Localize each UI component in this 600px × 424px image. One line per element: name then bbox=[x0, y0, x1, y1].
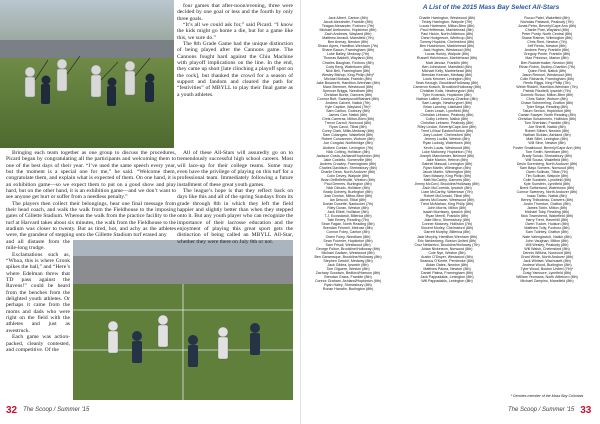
lacrosse-photo-art bbox=[0, 0, 174, 148]
list-item: Ben Averay, Newton (8th) bbox=[327, 40, 369, 45]
list-item: Tyler Wood, Boston United (7th)* bbox=[520, 266, 574, 271]
list-item: Nick Bell, Framingham (8th) bbox=[325, 68, 371, 73]
body-column-2 bbox=[177, 150, 293, 245]
list-item: Tyler Krusnick, Hopkinton (8th) bbox=[422, 92, 472, 97]
list-item: T.J. Ecosstandi, Billerica (8th) bbox=[324, 214, 372, 219]
list-item: Louis Kesmer, Lexington (8th) bbox=[423, 76, 471, 81]
list-item: Michael Bobala, Franklin (8th) bbox=[324, 76, 372, 81]
list-item: Colin Devey, Walpole (8th) bbox=[326, 173, 370, 178]
list-item: Cruz Nettarrivo, Brookline/Holloway (7th) bbox=[414, 242, 480, 247]
list-item: Christian Lebrano, Peabody (8th) bbox=[420, 113, 474, 118]
list-item: Devin Sorenberg, North Andover (8th) bbox=[516, 161, 578, 166]
list-item: Jason Remuel, Westwood (8th) bbox=[521, 72, 573, 77]
list-item: Jack Murphy, Hamilton-Wenham (8th) bbox=[416, 234, 478, 239]
list-item: Ryan Martin, Wilmington (8th) bbox=[423, 165, 471, 170]
left-footer bbox=[6, 404, 89, 416]
list-item: Owen Tucker, Hudson (8th) bbox=[525, 222, 569, 227]
list-item: Cameron Krasch, Brookline/Holloway (8th) bbox=[413, 84, 481, 89]
list-item: Isaiah Morrissey, Ipswich (8th) bbox=[422, 210, 472, 215]
list-item: Brent Sutherland, Watertown (8th) bbox=[519, 185, 575, 190]
list-item: Jack Albert, Canton (8th) bbox=[328, 16, 368, 20]
footnote: * Denotes member of the Mass Bay Colonials bbox=[510, 394, 584, 398]
list-item: Riley Lindon, Beverly/Cape Ann (8th) bbox=[417, 125, 477, 130]
list-item: Darin Leach, Lynnfield (8th) bbox=[424, 109, 469, 114]
list-item: Michael Ambrosino, Hopkinton (8th) bbox=[319, 28, 377, 33]
list-item: Michael Zampino, Mansfield (8th) bbox=[520, 279, 574, 284]
list-item: Tommy Hopkins, Chelmsford (8th) bbox=[419, 40, 475, 45]
body-paragraph: Bringing each team together as one group to discuss the procedures, Picard began by congratulating all the participants and welcoming them to one of the best days of their year. “I’ve used the same speech every year, but the moment is a special one for me,” he said. “Welcome them, congratulate them, and explain what is expected of them. On one hand, it is an exhibition game—so we expect them to put on a good show and play hard, but on the other hand, it is an exhibition game—and we don’t want to see anyone get hurt or suffer from a needless penalty.” bbox=[6, 150, 176, 201]
list-item: Jack Elliott, Holliston (8th) bbox=[327, 210, 369, 215]
list-title: A List of the 2015 Mass Bay Select All-Stars bbox=[422, 4, 560, 11]
list-item: Benny Thibodeau, Danvers (8th) bbox=[521, 198, 573, 203]
magazine-name: The Scoop / Summer '15 bbox=[23, 407, 90, 413]
list-item: Luke Bailey, Medway (7th) bbox=[326, 52, 370, 57]
list-item: Riley Duran, Weston (8th) bbox=[327, 206, 369, 211]
list-item: Quinn Redi, Natick (8th) bbox=[527, 68, 567, 73]
list-item: Brendan Keenan, Medway (8th) bbox=[421, 72, 473, 77]
list-item: Andrew Crowley, Framingham (8th) bbox=[319, 161, 377, 166]
allstar-list-col-3 bbox=[498, 16, 596, 394]
list-item: Matthew Palma, Newton (8th) bbox=[423, 266, 471, 271]
list-item: Jack Pappadakis, Lexington (8th) bbox=[420, 275, 474, 279]
list-item: Jake Marion, Hebron (8th) bbox=[426, 157, 468, 162]
list-item: Max Prezioso, Marion (8th) bbox=[525, 56, 569, 61]
list-item: Jeremy Lucilla, Weston (8th) bbox=[424, 137, 470, 142]
list-item: Liam McCarthy, Watertown (7th) bbox=[421, 190, 473, 195]
list-item: Paul Heffernan, Marblehead (8th) bbox=[420, 28, 474, 33]
list-item: Jackson Costa, Ashland/Hopkinton (8th) bbox=[316, 153, 380, 158]
intro-paragraph: The 8th Grade Game had the unique distinction of being played after the Cannons game. The Cannons fought hard against the Chiu Machine with playoff implications on the line. In the end, they came up short [late clinching a playoff spot on the rock], but thanked the crowd for a season of support and fandom and cleared the path for “festivities” of MBYLL to play their final game as a youth athletes. bbox=[177, 41, 293, 98]
list-item: Will Walsh, Chelmsford (8th) bbox=[524, 246, 570, 251]
lacrosse-photo bbox=[0, 0, 174, 148]
list-item: Sam Massey, King Philip (8th) bbox=[423, 173, 471, 178]
list-item: Charlie Post, Wayland (8th) bbox=[525, 28, 569, 33]
list-item: Joe Sherifi, Natick (8th) bbox=[528, 125, 566, 130]
list-item: Ben Rowdermaker, Newton (8th) bbox=[520, 60, 574, 65]
list-item: William Yeomans, North Attleboro (8th) bbox=[516, 275, 578, 279]
list-item: Christian Kotis, Newburyport (8th) bbox=[420, 88, 474, 93]
list-item: Lucas Hurley, Walpole (8th) bbox=[425, 52, 469, 57]
page-number: 32 bbox=[6, 404, 18, 416]
list-item: Connor Butt, Swampscott/Nahant (8th) bbox=[317, 96, 379, 101]
intro-paragraph: “It’s all we could ask for,” said Picard. “I know the kids might go home a die, but for a game like this, we sure do.” bbox=[177, 22, 293, 41]
list-item: Chris Sable, Woburn (8th) bbox=[526, 96, 568, 101]
list-item: Spencer Briggs, Needham (8th) bbox=[322, 88, 374, 93]
stadium-photo bbox=[73, 240, 293, 400]
body-column-1-top bbox=[6, 150, 176, 239]
list-item: Shaun Ayres, Hamilton-Wenham (7th) bbox=[317, 44, 379, 49]
list-item: Kyle Sunstein, Lynnfield (8th) bbox=[523, 181, 571, 186]
allstar-list-col-1 bbox=[300, 16, 396, 404]
list-item: Andrew Calvert, Natick (7th) bbox=[325, 100, 371, 105]
list-item: Andrew Conlan, Lexington (7th) bbox=[322, 145, 374, 150]
list-item: Shane Raimer, Wilmington (8th) bbox=[521, 36, 573, 41]
stadium-photo-art bbox=[73, 240, 293, 400]
list-item: Michael Toby, Reading (8th) bbox=[524, 210, 570, 215]
list-item: Teagan Alexander, Foxboro (7th) bbox=[321, 24, 375, 29]
list-item: Thomas Baldelli, Wayland (8th) bbox=[323, 56, 373, 61]
list-item: Ryan Haley, Shrewsbury (8th) bbox=[324, 283, 372, 288]
list-item: Robert McDonald, Tilbai (8th) bbox=[423, 194, 471, 199]
list-item: Owen Sullivan, Tilbai (7th) bbox=[526, 169, 568, 174]
list-item: Corey Clark, Millis-Medway (8th) bbox=[322, 129, 374, 134]
page-number: 33 bbox=[580, 404, 592, 416]
list-item: Jake Costello, Somerville (8th) bbox=[323, 157, 373, 162]
list-item: Stephen Getchll, Medway (8th) bbox=[323, 258, 373, 263]
list-item: Vincent Morley, Chelmsford (8th) bbox=[420, 226, 474, 231]
list-item: Joey Louber, Chelmsford (8th) bbox=[422, 133, 472, 138]
list-item: Brady Sololo, Shrewsbury (8th) bbox=[522, 153, 572, 158]
list-item: Sam Carlton, Duxbury (8th) bbox=[326, 109, 370, 114]
list-item: Robert Concannon, Woburn (8th) bbox=[321, 137, 375, 142]
list-item: Craig Yamoore, Lynnfield (8th) bbox=[522, 270, 572, 275]
list-item: Sam Bayo Somers, Norwood (8th) bbox=[519, 165, 575, 170]
list-item: Tyler Seiga, Reading (8th) bbox=[526, 105, 568, 110]
list-item: Zach McCormick, Ipswich (8th) bbox=[422, 185, 472, 190]
list-item: Josh Donlan, Milton-Bbm (8th) bbox=[323, 194, 373, 199]
body-paragraph: and all distaste from the mile-long trudge. bbox=[6, 239, 70, 252]
list-item: Charles Baughan, Foxboro (8th) bbox=[322, 60, 374, 65]
list-item: Brian DeBellefeuille, Weston (8th) bbox=[321, 177, 375, 182]
list-item: Tom Giguere, Weston (8th) bbox=[326, 266, 370, 271]
right-footer bbox=[508, 404, 591, 416]
list-item: Nicholas Pattavoli, Peabody (7th) bbox=[520, 20, 574, 25]
list-item: Cody Berg, Watertown (8th) bbox=[325, 64, 371, 69]
list-item: Will Wesley, Peabody (8th) bbox=[525, 242, 569, 247]
list-item: Jack Hughes, Westwood (8th) bbox=[423, 48, 471, 53]
list-item: Jeff Rento, Newton (8th) bbox=[527, 44, 567, 49]
list-item: Michael Gadsen, Westwood (8th) bbox=[321, 250, 375, 255]
body-paragraph: Each game was action-packed, cleanly contested, and competitive. Of the bbox=[6, 334, 70, 353]
list-item: Charles Davidson, Shrewsbury (8th) bbox=[319, 165, 377, 170]
list-item: Matthew Tully, Foxboro (8th) bbox=[524, 226, 570, 231]
list-item: Zach Andrews, Wayland (8th) bbox=[324, 32, 372, 37]
list-item: Nick Cotting, Holliston (8th) bbox=[326, 149, 370, 154]
list-item: Foster Smallwood, Beverly/Cape Ann (8th) bbox=[513, 145, 581, 150]
list-item: Sam Langin, Newburyport (8th) bbox=[422, 100, 472, 105]
list-item: Paul Demers, Burlington (8th) bbox=[324, 181, 372, 186]
list-item: Rocco Patel, Wakefield (8th) bbox=[524, 16, 570, 20]
list-item: George Fulton, Brookline/Holloway (8th) bbox=[316, 246, 380, 251]
list-item: Jacob Martin, Wilmington (8th) bbox=[422, 169, 472, 174]
list-item: Patrick Rizzitelli, Ipswich (7th) bbox=[523, 88, 571, 93]
list-item: Gregory Ponte, Franklin (8th) bbox=[523, 52, 571, 57]
list-item: Will Pappadakis, Lexington (8th) bbox=[421, 279, 473, 284]
list-item: Daniel Palma, Framingham (8th) bbox=[421, 270, 473, 275]
list-item: Robert Silbert, Newton (8th) bbox=[524, 129, 570, 134]
list-item: Garrett Murphy, Billerica (8th) bbox=[423, 230, 471, 235]
list-item: Isaac Tabko, Natick (8th) bbox=[527, 194, 567, 199]
body-paragraph: The players then collect their belongings, hear one final message from their head coach, and walk the walk from the Fieldhouse to the imposing gates of Gillette Stadium. Whereas the walk from the practice facility to the turf at Harvard takes about six minutes, the walk from the Fieldhouse to the stadium was closer to twenty. But as tired, hot, and achy as the athletes were, the grandeur of stepping onto the Gillette Stadium turf erased any bbox=[6, 200, 176, 239]
list-item: Dennis Wilkins, Norwood (8th) bbox=[522, 250, 572, 255]
list-item: Ben Johnstone, Mansfield (8th) bbox=[422, 64, 472, 69]
list-item: Christian Burke, Danvers (8th) bbox=[323, 92, 373, 97]
list-item: Christian Lebrano, Peabody (8th) bbox=[420, 121, 474, 126]
list-item: Trevor Carroll, Norwood (8th) bbox=[324, 121, 372, 126]
list-item: Matthew Arnault, Mansfield (7th) bbox=[322, 36, 374, 41]
list-item: Colby Lethem, Natick (8th) bbox=[425, 117, 469, 122]
list-item: Ben Hutchinson, Marblehead (8th) bbox=[419, 44, 475, 49]
list-item: James McGowan, Westwood (8th) bbox=[419, 198, 475, 203]
list-item: Jacob Alexander, Franklin (8th) bbox=[323, 20, 373, 25]
list-item: Jack Gildea, Ipswich (8th) bbox=[327, 262, 369, 267]
list-item: Nathan Sicklan, Ashland (8th) bbox=[523, 133, 571, 138]
intro-paragraph: four games that after-noon/evening, three were decided by one goal or less and the fourth by only three goals. bbox=[177, 3, 293, 22]
list-item: Will Sousa, Wakefield (8th) bbox=[525, 157, 569, 162]
list-item: Lucas Hartmann, Milton-Bbm (8th) bbox=[419, 24, 475, 29]
body-paragraph: All of these All-Stars will assuredly go on to tremendously successful high school careers. Most will lace-up for their college teams. Some may even have the privilege of playing on this turf for a professional team. Immediately following a future installment of these great youth games. bbox=[177, 150, 293, 188]
list-item: Dorian Dusette, Nantucket (7th) bbox=[322, 202, 374, 207]
list-item: Colin Sunstein, Lynnfield (8th) bbox=[523, 177, 571, 182]
list-item: Nathan LaBrie, Duxbury-Charlton (8th) bbox=[416, 96, 478, 101]
list-item: Zachary Goodwin, Bedford/Hanson (8th) bbox=[315, 270, 381, 275]
magazine-name: The Scoop / Summer '15 bbox=[508, 407, 575, 413]
list-item: Ethan Rubin, Dudley-Charlton (7th) bbox=[518, 64, 576, 69]
list-item: Austin O’Dwyer, Westwood (8th) bbox=[421, 254, 473, 259]
list-item: Connor Sweeney, North Andover (8th) bbox=[516, 190, 578, 195]
list-item: Sean Fagan, North Reading (8th) bbox=[321, 222, 375, 227]
list-item: Sean Keough, Brookline/Holloway (8th) bbox=[415, 80, 479, 85]
list-item: Brady Doherty, Burlington (8th) bbox=[323, 190, 373, 195]
list-item: Dominic Russo, Milton-Bbm (8th) bbox=[520, 92, 574, 97]
list-item: Aidan Nickerson, Norwood (8th) bbox=[421, 246, 473, 251]
list-item: Ryan Ludwig, Watertown (8th) bbox=[422, 141, 472, 146]
list-item: Jonas Petro, Beverly/Cape Ann (8th) bbox=[517, 24, 577, 29]
list-item: Harry Trent, Haverhill (8th) bbox=[525, 218, 569, 223]
list-item: Wesley Bishop, King Philip (8th)* bbox=[321, 72, 375, 77]
list-item: Tom Sheridan, Franklin (8th) bbox=[524, 121, 570, 126]
list-item: Matt McCarthy, Danvers (8th) bbox=[423, 177, 471, 182]
list-item: Cavlan Sawyer, North Reading (8th) bbox=[518, 113, 576, 118]
list-item: Ryan Cavol, Tilbai (8th) bbox=[329, 125, 367, 130]
list-item: Sam Colangelo, Wakefield (8th) bbox=[322, 133, 374, 138]
list-item: Kevin Lucas, Westwood (8th) bbox=[423, 145, 471, 150]
list-item: Chris Rent, Newton (7th) bbox=[527, 40, 567, 45]
list-item: Colin Richards, Framingham (8th) bbox=[520, 76, 574, 81]
list-item: Matt Sillel, Lexington (8th) bbox=[526, 137, 568, 142]
list-item: Charlie Harrington, Westwood (8th) bbox=[418, 16, 476, 20]
list-item: Shane Bacon, Framingham (8th) bbox=[321, 48, 375, 53]
body-paragraph: The league’s hope is that they reflect back on days like this and all of the spring Sundays from its grade through 8th in which they left the field happier and slightly better than when they stepped onto it. But any youth player who can recognize the importance of their lacrosse education and the enjoyment of playing this great sport gets the distinction of being called an MBYLL All-Star, whether they were there on July 8th or not. bbox=[177, 188, 293, 245]
list-item: Charlie Dean, North Andover (8th) bbox=[320, 169, 376, 174]
list-item: Aidan Oates, Newton (8th) bbox=[425, 262, 469, 267]
list-item: Brian Lanning, Lakeland (8th) bbox=[423, 105, 471, 110]
list-item: Tom Smith, Needham (8th) bbox=[525, 149, 569, 154]
list-item: Jake Mirro, Shrewsbury (8th) bbox=[423, 218, 471, 223]
list-item: Jimmy McCord, Brookline/Holloway (8th) bbox=[414, 181, 480, 186]
list-item: Tate Emery, Reading (7th) bbox=[327, 218, 369, 223]
list-item: John Vaughan, Milton (8th) bbox=[525, 238, 569, 243]
body-column-1-bottom bbox=[6, 239, 70, 401]
list-item: Brendan Grass, Franklin (8th) bbox=[324, 275, 372, 279]
list-item: Paul Hickin, North Attleboro (8th) bbox=[420, 32, 474, 37]
list-item: James Carr, Natick (8th) bbox=[328, 113, 368, 118]
list-item: Nick Dibudo, Holliston (8th) bbox=[326, 185, 370, 190]
list-item: Michael Kelly, Marblehead (8th) bbox=[421, 68, 473, 73]
list-item: Chris Carreras, Milton-Bbm (8th) bbox=[322, 117, 374, 122]
list-item: Sam Frisoli, Westwood (8th) bbox=[325, 242, 371, 247]
list-item: Conner Moloney, Holliston (7th) bbox=[421, 222, 473, 227]
list-item: Russell Hutchinson, Marblehead (8th) bbox=[416, 56, 478, 61]
list-item: Grant White, North Andover (8th) bbox=[520, 254, 574, 259]
list-item: Ben Garamsque, Brookline/Holloway (8th) bbox=[314, 254, 382, 259]
list-item: Connor Foley, Canton (8th) bbox=[326, 230, 370, 235]
list-item: Trent LiVisa/ Easton/Norton (8th) bbox=[420, 129, 474, 134]
list-item: Renfu Riggs, King Philip (7th) bbox=[523, 80, 571, 85]
list-item: Ian Driscoll, Tilbai (8th) bbox=[329, 198, 367, 203]
allstar-list-col-2 bbox=[398, 16, 496, 404]
list-item: Gabriel Mascali, Lexington (8th) bbox=[421, 161, 473, 166]
list-item: Ronan Hanafin, Burlington (8th) bbox=[322, 287, 374, 292]
list-item: Tatum Sexton, Hopkinton (8th) bbox=[522, 109, 572, 114]
list-item: Ryan Merrill, Franklin (8th) bbox=[425, 214, 469, 219]
list-item: Tim Sullivan, Walpole (8th) bbox=[525, 173, 569, 178]
list-item: Nick Townshend, Wakefield (8th) bbox=[520, 214, 574, 219]
list-item: Justin Thornton, Grafton (8th) bbox=[523, 202, 571, 207]
body-paragraph: Exclamations such as, “Whoa, this is where Gronk spikes the ball,” and “Here’s where Edelman threw that TD pass against the Ravens!” could be heard from the benches from the delighted youth athletes. Or perhaps it came from the moms and dads who were right on the field with the athletes and just as awestruck. bbox=[6, 251, 70, 334]
list-item: Drew Hodgerson, Winthrop (8th) bbox=[421, 36, 473, 41]
list-item: Sean Fournier, Hopkinton (8th) bbox=[323, 238, 373, 243]
list-item: Cole Nye, Weston (8th) bbox=[428, 250, 466, 255]
list-item: James Tobin, Milton (8th) bbox=[526, 206, 568, 211]
list-item: John Morris, Milton (8th) bbox=[427, 206, 467, 211]
list-item: Andrew Perry, Franklin (8th) bbox=[524, 48, 570, 53]
list-item: Jack Whitset, Wachusett (8th) bbox=[523, 258, 571, 263]
list-item: Christian Schammelo, Holliston (8th) bbox=[517, 117, 577, 122]
list-item: Seamus O’Keefe, Pembroke (8th) bbox=[420, 258, 474, 263]
list-item: Kyle Caplice, Wayland (7th)* bbox=[325, 105, 371, 110]
list-item: Joe Congdal, Northbridge (8th) bbox=[323, 141, 373, 146]
list-item: Jake Bosworth, Hamilton-Wenham (8th) bbox=[316, 80, 380, 85]
list-item: Eric Neidenberg, Boston United (8th) bbox=[417, 238, 477, 243]
list-item: Teddy Harrington, Walpole (7th) bbox=[421, 20, 473, 25]
list-item: Peter Purdy, North Central (8th) bbox=[521, 32, 573, 37]
list-item: Andrew Wood, Burlington (8th) bbox=[522, 262, 572, 267]
list-item: Owen Foley, Needham (8th) bbox=[325, 234, 371, 239]
list-item: Webb Riddell, Hamilton-Wenham (7th) bbox=[516, 84, 578, 89]
list-item: Joseph Manchester, Belmont (8th) bbox=[419, 153, 475, 158]
list-item: Chase Schemeling, Grafton (8th) bbox=[520, 100, 574, 105]
list-item: Brendan Fennell, Melrose (8th) bbox=[323, 226, 373, 231]
list-item: Connor Graham, Ashland/Hopkinton (8th) bbox=[314, 279, 382, 284]
list-item: Will Slive, Newton (8th) bbox=[528, 141, 566, 146]
list-item: Trent McMahan, King Philip (8th) bbox=[420, 202, 474, 207]
list-item: Luke Mahoney, Hopkinton (7th) bbox=[422, 149, 472, 154]
list-item: Maxx Bremner, Westwood (8th) bbox=[322, 84, 374, 89]
list-item: Sam Tulintey, Grafton (8th) bbox=[525, 230, 569, 235]
list-item: Matt Janosz, Franklin (8th) bbox=[425, 60, 469, 65]
list-item: Nate Valengiavich, Natick (8th) bbox=[522, 234, 572, 239]
